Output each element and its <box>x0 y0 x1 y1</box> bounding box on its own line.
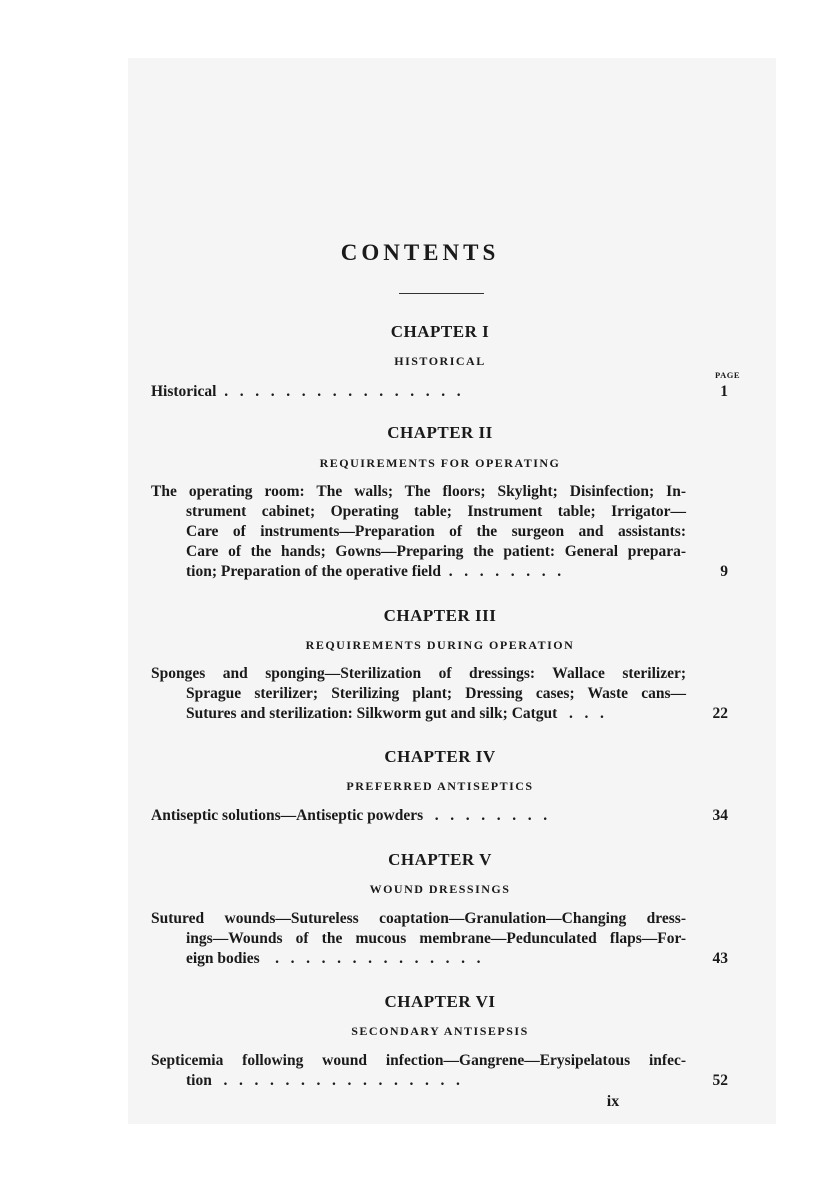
chapter-5-entry-line: Sutured wounds—Sutureless coaptation—Granulation—Changing dress- <box>151 910 686 927</box>
chapter-1-entry-line: Historical . . . . . . . . . . . . . . . . <box>151 383 461 400</box>
chapter-3-entry-line: Sprague sterilizer; Sterilizing plant; Dressing cases; Waste cans— <box>186 685 686 702</box>
page-folio: ix <box>606 1093 620 1110</box>
leader-dots: . . . . . . . . <box>423 807 548 824</box>
page-column-heading: PAGE <box>715 370 740 380</box>
leader-dots: . . . . . . . . <box>441 563 562 580</box>
chapter-2-entry-line: Care of instruments—Preparation of the surgeon and assistants: <box>186 523 686 540</box>
chapter-5-entry-line: eign bodies . . . . . . . . . . . . . . <box>186 950 481 967</box>
chapter-1-page-number: 1 <box>720 383 728 400</box>
chapter-1-subtitle: HISTORICAL <box>394 354 486 368</box>
chapter-3-page-number: 22 <box>712 705 728 722</box>
chapter-6-entry-line: Septicemia following wound infection—Gangrene—Erysipelatous infec- <box>151 1052 686 1069</box>
chapter-2-subtitle: REQUIREMENTS FOR OPERATING <box>319 456 561 470</box>
chapter-1-heading: CHAPTER I <box>390 322 490 341</box>
chapter-4-heading: CHAPTER IV <box>384 747 496 766</box>
contents-title: CONTENTS <box>340 240 500 265</box>
chapter-3-subtitle: REQUIREMENTS DURING OPERATION <box>305 638 575 652</box>
chapter-4-subtitle: PREFERRED ANTISEPTICS <box>346 779 534 793</box>
chapter-2-entry-line: strument cabinet; Operating table; Instrument table; Irrigator— <box>186 503 686 520</box>
chapter-5-heading: CHAPTER V <box>388 850 492 869</box>
leader-dots: . . . . . . . . . . . . . . <box>259 950 481 967</box>
leader-dots: . . . . . . . . . . . . . . . . <box>216 383 461 400</box>
title-rule <box>399 293 484 294</box>
chapter-2-heading: CHAPTER II <box>387 423 493 442</box>
chapter-2-entry-line: Care of the hands; Gowns—Preparing the patient: General prepara- <box>186 543 686 560</box>
leader-dots: . . . . . . . . . . . . . . . . <box>211 1072 460 1089</box>
chapter-6-page-number: 52 <box>712 1072 728 1089</box>
chapter-6-entry-line: tion . . . . . . . . . . . . . . . . <box>186 1072 460 1089</box>
chapter-5-entry-line: ings—Wounds of the mucous membrane—Pedunculated flaps—For- <box>186 930 686 947</box>
chapter-3-heading: CHAPTER III <box>383 606 497 625</box>
chapter-2-entry-line: The operating room: The walls; The floors; Skylight; Disinfection; In- <box>151 483 686 500</box>
chapter-3-entry-line: Sutures and sterilization: Silkworm gut and silk; Catgut . . . <box>186 705 604 722</box>
chapter-6-subtitle: SECONDARY ANTISEPSIS <box>351 1024 529 1038</box>
chapter-4-page-number: 34 <box>712 807 728 824</box>
chapter-3-entry-line: Sponges and sponging—Sterilization of dressings: Wallace sterilizer; <box>151 665 686 682</box>
leader-dots: . . . <box>557 705 604 722</box>
chapter-6-heading: CHAPTER VI <box>384 992 496 1011</box>
chapter-5-page-number: 43 <box>712 950 728 967</box>
chapter-2-page-number: 9 <box>720 563 728 580</box>
chapter-2-entry-line: tion; Preparation of the operative field . . . . . . . . <box>186 563 562 580</box>
chapter-5-subtitle: WOUND DRESSINGS <box>369 882 511 896</box>
chapter-4-entry-line: Antiseptic solutions—Antiseptic powders . . . . . . . . <box>151 807 548 824</box>
